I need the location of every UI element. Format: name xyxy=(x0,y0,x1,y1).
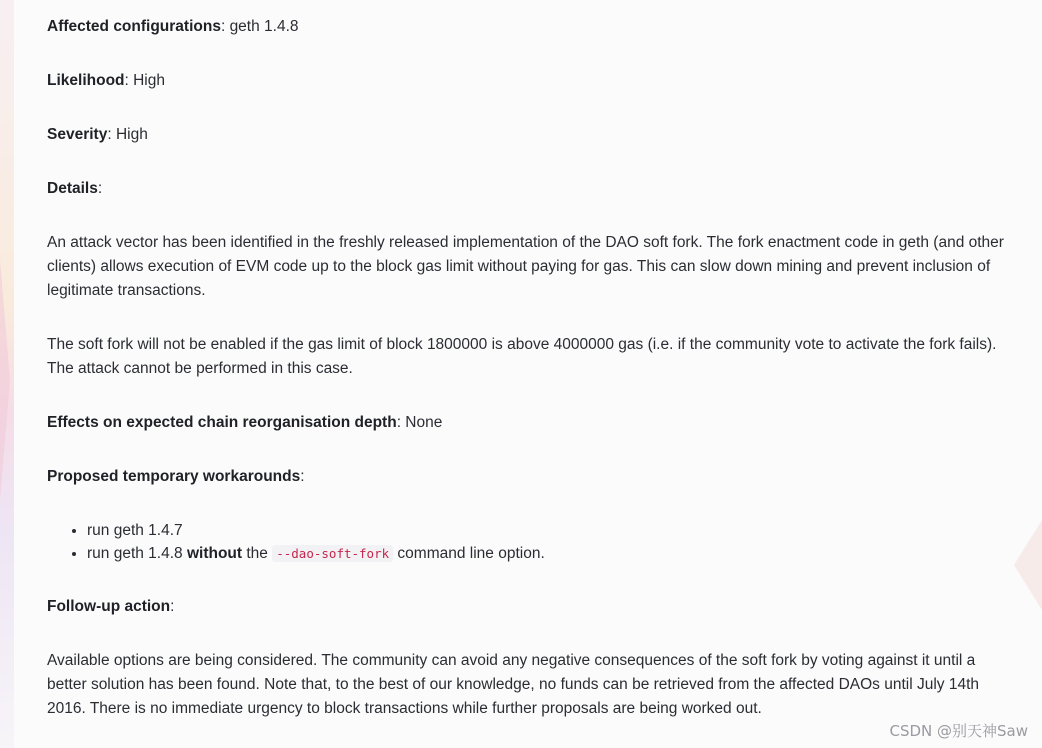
list-item-bold: without xyxy=(186,545,243,562)
details-label: Details xyxy=(47,180,98,197)
details-colon: : xyxy=(97,180,103,197)
list-item-suffix: command line option. xyxy=(393,545,545,562)
effects-line xyxy=(47,411,1007,435)
followup-colon: : xyxy=(170,598,175,615)
details-line xyxy=(47,177,1007,201)
affected-configurations-line xyxy=(47,15,1007,39)
workarounds-label: Proposed temporary workarounds xyxy=(47,468,301,485)
details-paragraph-2: The soft fork will not be enabled if the gas limit of block 1800000 is above 4000000 gas (i.e. if the community vote to activate the fork fails). The attack cannot be performed in this case. xyxy=(47,336,997,377)
affected-configurations-value: : geth 1.4.8 xyxy=(220,18,299,35)
severity-label: Severity xyxy=(47,126,108,143)
workarounds-line xyxy=(47,465,1007,489)
inline-code-flag: --dao-soft-fork xyxy=(272,545,393,562)
list-item-text: run geth 1.4.7 xyxy=(87,522,183,539)
effects-label: Effects on expected chain reorganisation depth xyxy=(47,414,397,431)
followup-label: Follow-up action xyxy=(47,598,171,615)
workarounds-colon: : xyxy=(300,468,305,485)
list-item-prefix: run geth 1.4.8 xyxy=(87,545,187,562)
likelihood-line xyxy=(47,69,1007,93)
right-shape-decoration xyxy=(1014,520,1042,610)
details-paragraph-1: An attack vector has been identified in the freshly released implementation of the DAO soft fork. The fork enactment code in geth (and other clients) allows execution of EVM code up to the block gas limit without paying for gas. This can slow down mining and prevent inclusion of legitimate transactions. xyxy=(47,234,1004,299)
list-item-mid: the xyxy=(242,545,273,562)
list-item xyxy=(87,519,1007,542)
affected-configurations-label: Affected configurations xyxy=(47,18,221,35)
likelihood-label: Likelihood xyxy=(47,72,125,89)
severity-line xyxy=(47,123,1007,147)
left-shape-decoration xyxy=(0,260,10,500)
severity-value: : High xyxy=(107,126,148,143)
csdn-watermark: CSDN @别天神Saw xyxy=(889,722,1028,740)
effects-value: : None xyxy=(396,414,443,431)
followup-line xyxy=(47,595,1007,619)
likelihood-value: : High xyxy=(124,72,165,89)
list-item xyxy=(87,542,1007,565)
workarounds-list xyxy=(47,519,1007,565)
followup-paragraph: Available options are being considered. The community can avoid any negative consequences of the soft fork by voting against it until a better solution has been found. Note that, to the best of our knowledge, no funds can be retrieved from the affected DAOs until July 14th 2016. There is no immediate urgency to block transactions while further proposals are being worked out. xyxy=(47,652,980,717)
